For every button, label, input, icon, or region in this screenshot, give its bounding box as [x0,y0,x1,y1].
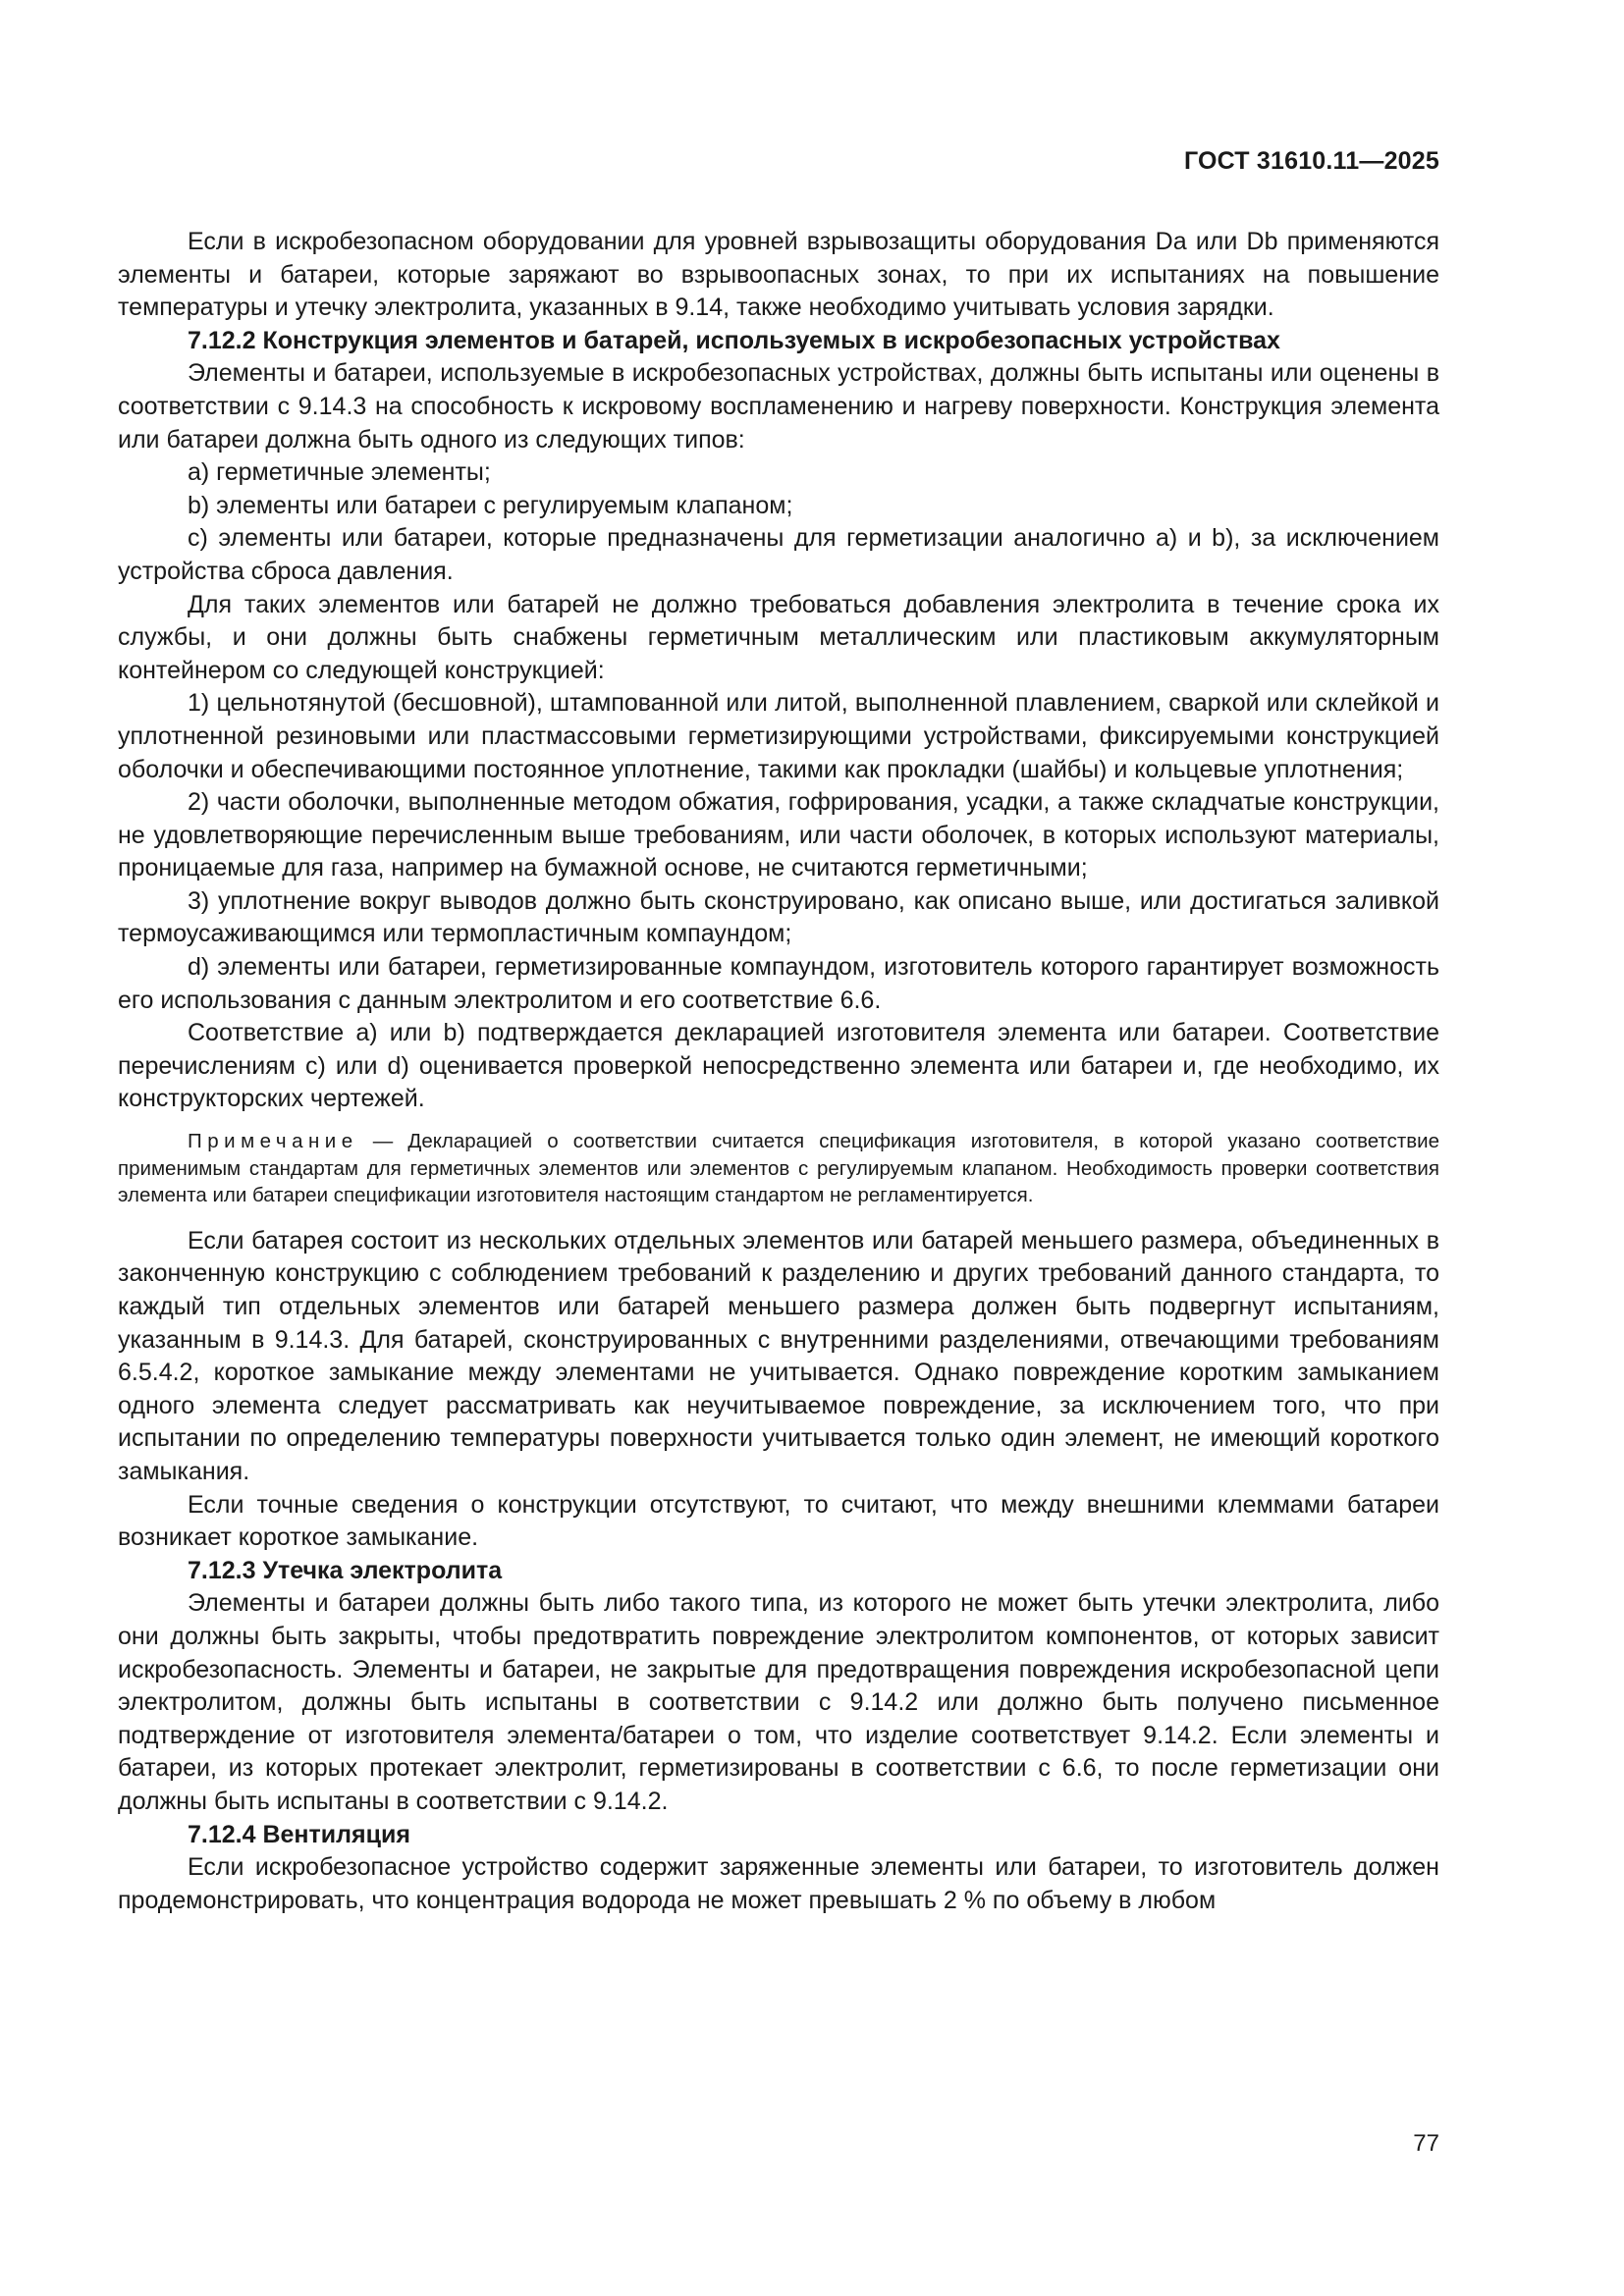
paragraph: Если батарея состоит из нескольких отдельных элементов или батарей меньшего размера, объединенных в законченную конструкцию с соблюдением требований к разделению и других требований данного стандарта, то каждый тип отдельных элементов или батарей меньшего размера должен быть подвергнут испытаниям, указанным в 9.14.3. Для батарей, сконструированных с внутренними разделениями, отвечающими требованиям 6.5.4.2, короткое замыкание между элементами не учитывается. Однако повреждение коротким замыканием одного элемента следует рассматривать как неучитываемое повреждение, за исключением того, что при испытании по определению температуры поверхности учитывается только один элемент, не имеющий короткого замыкания. [118,1226,1439,1485]
paragraph: Для таких элементов или батарей не должно требоваться добавления электролита в течение срока их службы, и они должны быть снабжены герметичным металлическим или пластиковым аккумуляторным контейнером со следующей конструкцией: [118,590,1439,684]
list-item-a: a) герметичные элементы; [188,458,491,487]
list-item-d: d) элементы или батареи, герметизированные компаундом, изготовитель которого гарантирует возможность его использования с данным электролитом и его соответствие 6.6. [118,953,1439,1014]
list-item-3: 3) уплотнение вокруг выводов должно быть сконструировано, как описано выше, или достигаться заливкой термоусаживающимся или термопластичным компаундом; [118,886,1439,948]
paragraph: Соответствие a) или b) подтверждается декларацией изготовителя элемента или батареи. Соответствие перечислениям c) или d) оценивается проверкой непосредственно элемента или батареи и, где необходимо, их конструкторских чертежей. [118,1019,1439,1113]
paragraph: Элементы и батареи, используемые в искробезопасных устройствах, должны быть испытаны или оценены в соответствии с 9.14.3 на способность к искровому воспламенению и нагреву поверхности. Конструкция элемента или батареи должна быть одного из следующих типов: [118,359,1439,454]
list-item-1: 1) цельнотянутой (бесшовной), штампованной или литой, выполненной плавлением, сваркой или склейкой и уплотненной резиновыми или пластмассовыми герметизирующими устройствами, фиксируемыми конструкцией оболочки и обеспечивающими постоянное уплотнение, такими как прокладки (шайбы) и кольцевые уплотнения; [118,689,1439,783]
paragraph: Если в искробезопасном оборудовании для уровней взрывозащиты оборудования Da или Db применяются элементы и батареи, которые заряжают во взрывоопасных зонах, то при их испытаниях на повышение температуры и утечку электролита, указанных в 9.14, также необходимо учитывать условия зарядки. [118,228,1439,322]
page-number: 77 [1413,2130,1439,2157]
section-heading-7-12-2: 7.12.2 Конструкция элементов и батарей, используемых в искробезопасных устройствах [188,326,1280,354]
section-heading-7-12-3: 7.12.3 Утечка электролита [188,1556,503,1584]
list-item-b: b) элементы или батареи с регулируемым клапаном; [188,491,793,519]
section-heading-7-12-4: 7.12.4 Вентиляция [188,1820,410,1848]
note-label: Примечание [188,1130,358,1153]
list-item-2: 2) части оболочки, выполненные методом обжатия, гофрирования, усадки, а также складчатые конструкции, не удовлетворяющие перечисленным выше требованиям, или части оболочек, в которых используют материалы, проницаемые для газа, например на бумажной основе, не считаются герметичными; [118,788,1439,882]
standard-header: ГОСТ 31610.11—2025 [1183,147,1439,175]
paragraph: Элементы и батареи должны быть либо такого типа, из которого не может быть утечки электролита, либо они должны быть закрыты, чтобы предотвратить повреждение электролитом компонентов, от которых зависит искробезопасность. Элементы и батареи, не закрытые для предотвращения повреждения искробезопасной цепи электролитом, должны быть испытаны в соответствии с 9.14.2 или должно быть получено письменное подтверждение от изготовителя элемента/батареи о том, что изделие соответствует 9.14.2. Если элементы и батареи, из которых протекает электролит, герметизированы в соответствии с 6.6, то после герметизации они должны быть испытаны в соответствии с 9.14.2. [118,1589,1439,1815]
paragraph: Если искробезопасное устройство содержит заряженные элементы или батареи, то изготовитель должен продемонстрировать, что концентрация водорода не может превышать 2 % по объему в любом [118,1853,1439,1914]
document-body [118,226,1439,1917]
note-text: — Декларацией о соответствии считается спецификация изготовителя, в которой указано соответствие применимым стандартам для герметичных элементов или элементов с регулируемым клапаном. Необходимость проверки соответствия элемента или батареи спецификации изготовителя настоящим стандартом не регламентируется. [118,1130,1439,1207]
note [118,1128,1439,1209]
paragraph: Если точные сведения о конструкции отсутствуют, то считают, что между внешними клеммами батареи возникает короткое замыкание. [118,1490,1439,1552]
list-item-c: c) элементы или батареи, которые предназначены для герметизации аналогично a) и b), за исключением устройства сброса давления. [118,524,1439,585]
